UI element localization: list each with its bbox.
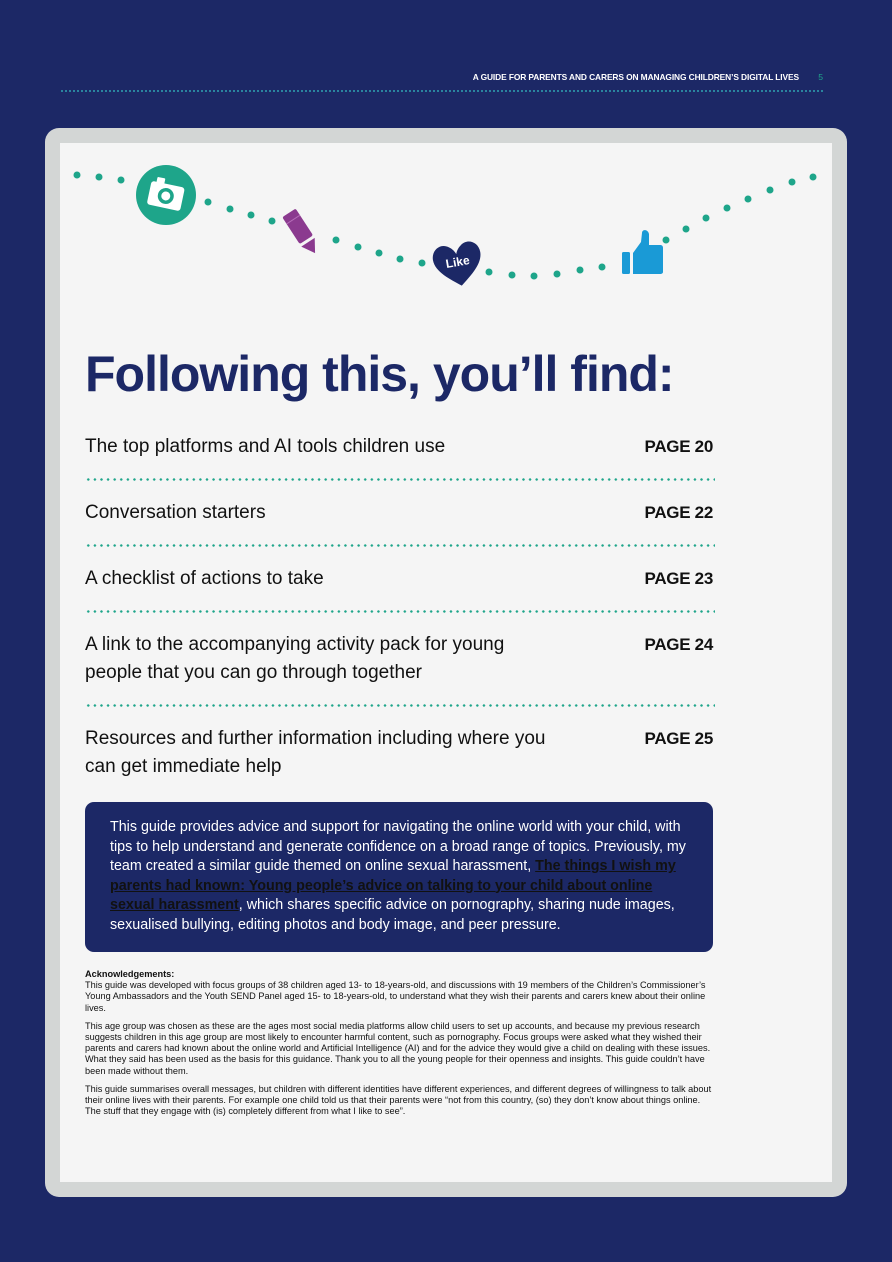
acknowledgements: [85, 969, 717, 1124]
content-card: [60, 143, 832, 1182]
toc-item[interactable]: [85, 499, 715, 527]
toc-item-label: The top platforms and AI tools children use: [85, 436, 446, 457]
toc-item[interactable]: [85, 565, 715, 593]
toc-item[interactable]: [85, 631, 715, 687]
toc-item-label: Conversation starters: [85, 502, 266, 523]
toc-item-label: Resources and further information including where you can get immediate help: [85, 728, 546, 777]
dotted-path-illustration: [60, 143, 832, 323]
page-number: 5: [818, 72, 823, 82]
toc-item-page: PAGE 25: [644, 729, 713, 748]
running-title: A GUIDE FOR PARENTS AND CARERS ON MANAGING CHILDREN’S DIGITAL LIVES: [472, 72, 799, 82]
svg-text:Like: Like: [444, 253, 471, 272]
toc-item-page: PAGE 22: [644, 503, 713, 522]
acknowledgements-title: Acknowledgements:: [85, 969, 175, 979]
toc-item-label: A checklist of actions to take: [85, 568, 324, 589]
contents-list: [85, 433, 715, 781]
toc-item-page: PAGE 23: [644, 569, 713, 588]
dotted-divider: [85, 704, 715, 707]
page-title: Following this, you’ll find:: [85, 346, 674, 402]
info-callout: [85, 802, 713, 952]
running-header: [60, 72, 823, 92]
toc-item-page: PAGE 24: [644, 635, 713, 654]
content-card-frame: [45, 128, 847, 1197]
acknowledgements-paragraph: This guide summarises overall messages, but children with different identities have different experiences, and different degrees of willingness to talk about their online lives with their parents. For example one child told us that their parents were “not from this country, (so) they don’t know about things online. The stuff that they engage with (is) completely different from what I like to see”.: [85, 1083, 712, 1117]
toc-item[interactable]: [85, 725, 715, 781]
info-text-after: , which shares specific advice on pornography, sharing nude images, sexualised bullying, editing photos and body image, and peer pressure.: [110, 897, 675, 933]
thumbs-up-icon: [622, 230, 663, 274]
previous-guide-link[interactable]: The things I wish my parents had known: Young people’s advice on talking to your child about online sexual harassment: [110, 858, 676, 913]
acknowledgements-paragraph: This age group was chosen as these are the ages most social media platforms allow child users to set up accounts, and because my previous research suggests children in this age group are most likely to encounter harmful content, such as pornography. Focus groups were asked what they wished their parents and carers had known about the online world and Artificial Intelligence (AI) and for the advice they would give a child on dealing with these issues. What they said has been used as the basis for this guidance. Thank you to all the young people for their openness and insights. This guide couldn’t have been made without them.: [85, 1020, 711, 1076]
dotted-divider: [85, 610, 715, 613]
camera-icon: [136, 165, 196, 225]
dotted-divider: [85, 544, 715, 547]
toc-item-label: A link to the accompanying activity pack for young people that you can go through together: [85, 634, 505, 683]
like-heart-icon: [431, 240, 486, 290]
header-dotted-rule: [60, 90, 823, 92]
info-text-before: This guide provides advice and support for navigating the online world with your child, with tips to help understand and generate confidence on a broad range of topics. Previously, my team created a similar guide themed on online sexual harassment,: [110, 819, 686, 874]
dotted-divider: [85, 478, 715, 481]
toc-item-page: PAGE 20: [644, 437, 713, 456]
toc-item[interactable]: [85, 433, 715, 461]
pencil-icon: [282, 209, 322, 258]
acknowledgements-paragraph: This guide was developed with focus groups of 38 children aged 13- to 18-years-old, and discussions with 19 members of the Children’s Commissioner’s Young Ambassadors and the Youth SEND Panel aged 15- to 18-years-old, to understand what they wish their parents and carers knew about their online lives.: [85, 980, 706, 1013]
